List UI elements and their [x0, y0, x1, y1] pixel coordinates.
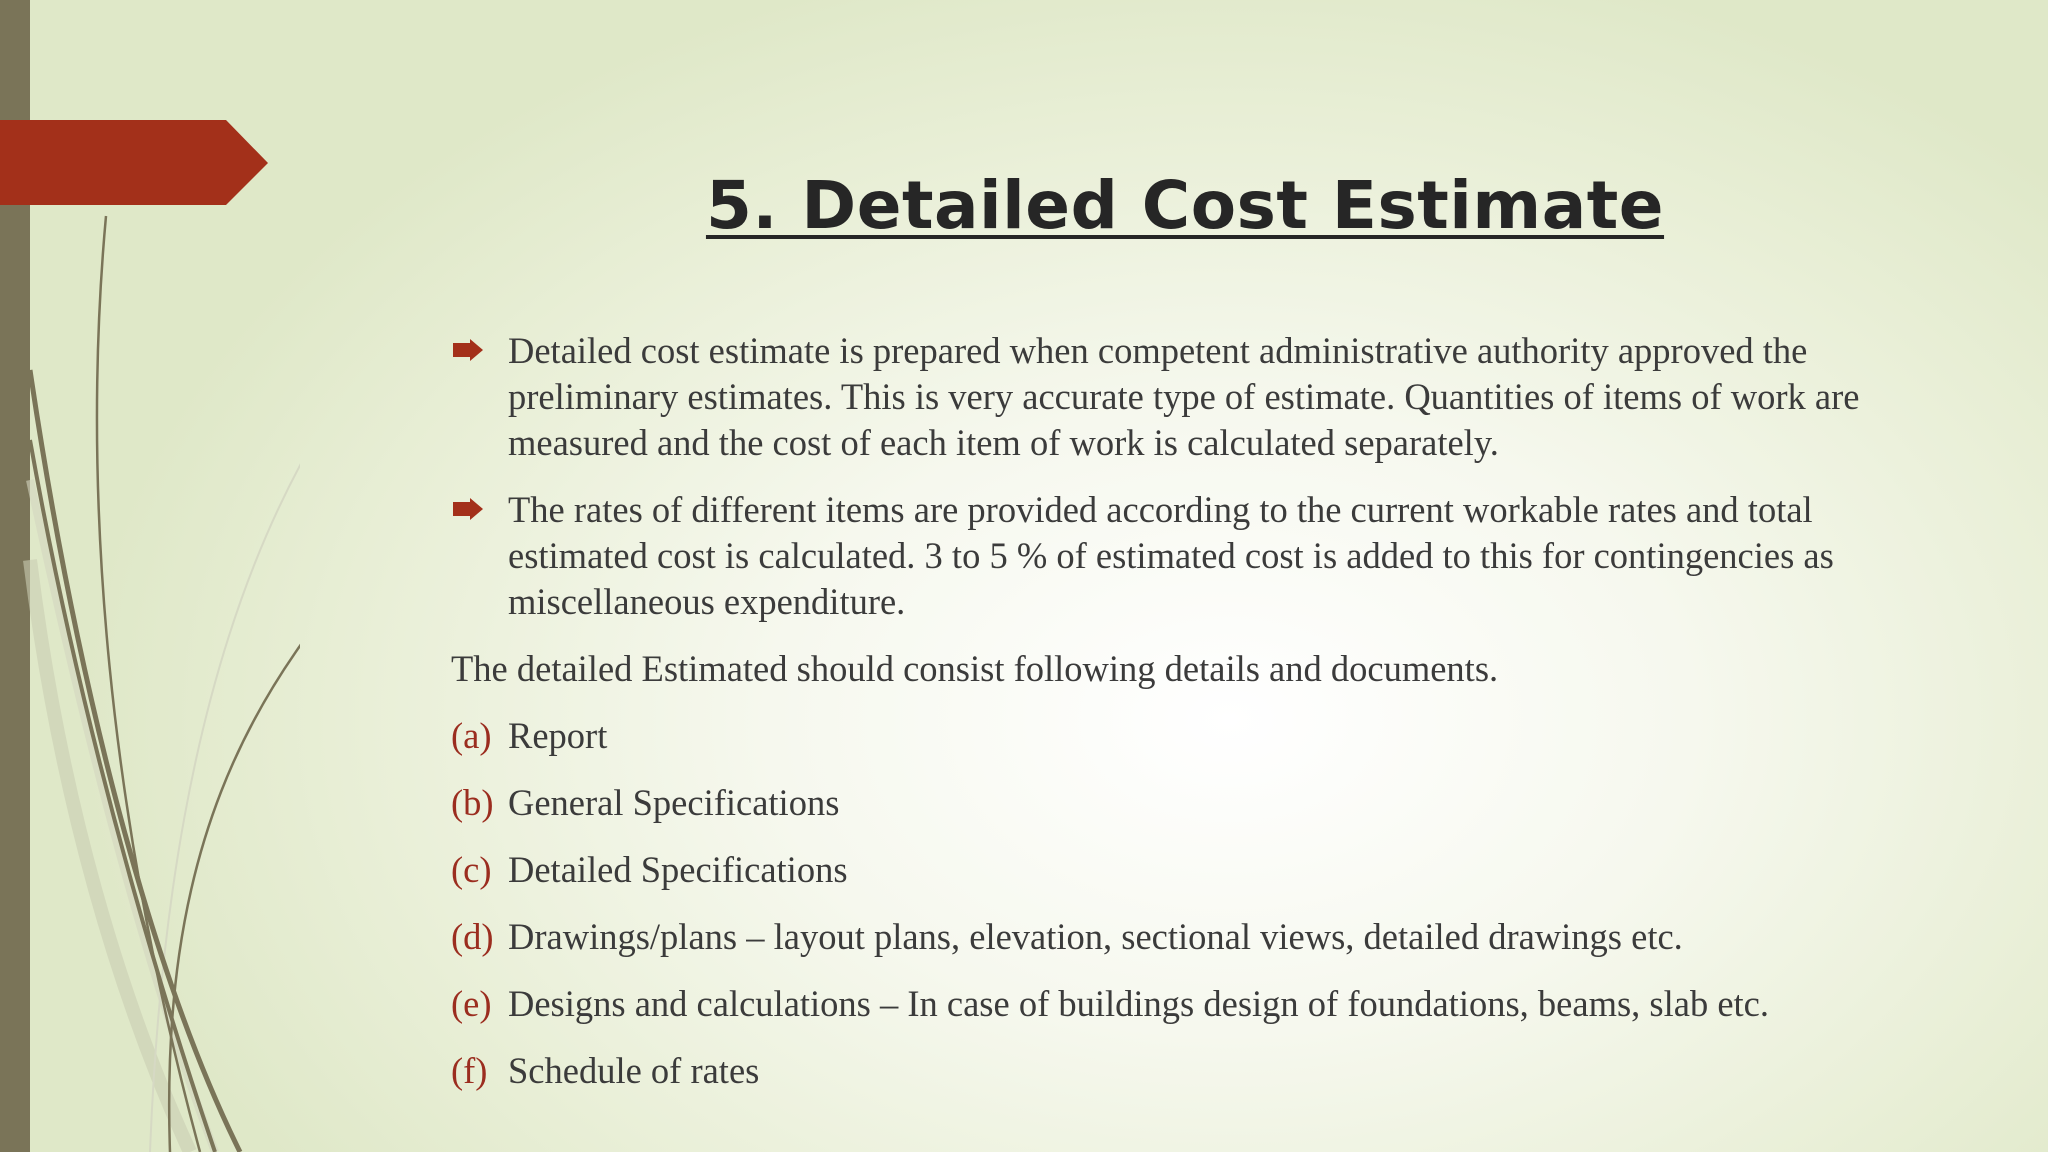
list-item-text: Report	[508, 715, 608, 756]
slide-title: 5. Detailed Cost Estimate	[705, 167, 1665, 244]
bullet-text: Detailed cost estimate is prepared when competent administrative authority approved the preliminary estimates. This is very accurate type of estimate. Quantities of items of work are measured and the cost of each item of work is calculated separately.	[508, 330, 1860, 463]
list-item-label: (a)	[451, 715, 492, 756]
decorative-strand	[97, 216, 200, 1152]
list-item	[451, 847, 1921, 893]
accent-arrow-banner	[0, 120, 268, 205]
slide-body	[451, 328, 1921, 1115]
list-item	[451, 981, 1921, 1027]
list-item	[451, 914, 1921, 960]
intro-text: The detailed Estimated should consist following details and documents.	[451, 648, 1499, 689]
list-item	[451, 713, 1921, 759]
list-item-text: General Specifications	[508, 782, 840, 823]
list-item-label: (f)	[451, 1050, 488, 1091]
list-item-label: (d)	[451, 916, 494, 957]
list-item-text: Detailed Specifications	[508, 849, 848, 890]
list-item-text: Schedule of rates	[508, 1050, 760, 1091]
list-item-text: Designs and calculations – In case of buildings design of foundations, beams, slab etc.	[508, 983, 1769, 1024]
title-container	[440, 168, 1930, 244]
bullet-item	[451, 487, 1921, 625]
list-item	[451, 780, 1921, 826]
decorative-strand	[30, 560, 190, 1152]
bullet-item	[451, 328, 1921, 466]
list-item-label: (e)	[451, 983, 492, 1024]
slide-decoration	[0, 0, 300, 1152]
list-item-label: (b)	[451, 782, 494, 823]
list-item-text: Drawings/plans – layout plans, elevation, sectional views, detailed drawings etc.	[508, 916, 1683, 957]
list-item	[451, 1048, 1921, 1094]
arrow-bullet-icon	[453, 339, 483, 361]
list-item-label: (c)	[451, 849, 492, 890]
bullet-text: The rates of different items are provided according to the current workable rates and total estimated cost is calculated. 3 to 5 % of estimated cost is added to this for contingencies as miscellaneous expenditure.	[508, 489, 1834, 622]
arrow-bullet-icon	[453, 498, 483, 520]
